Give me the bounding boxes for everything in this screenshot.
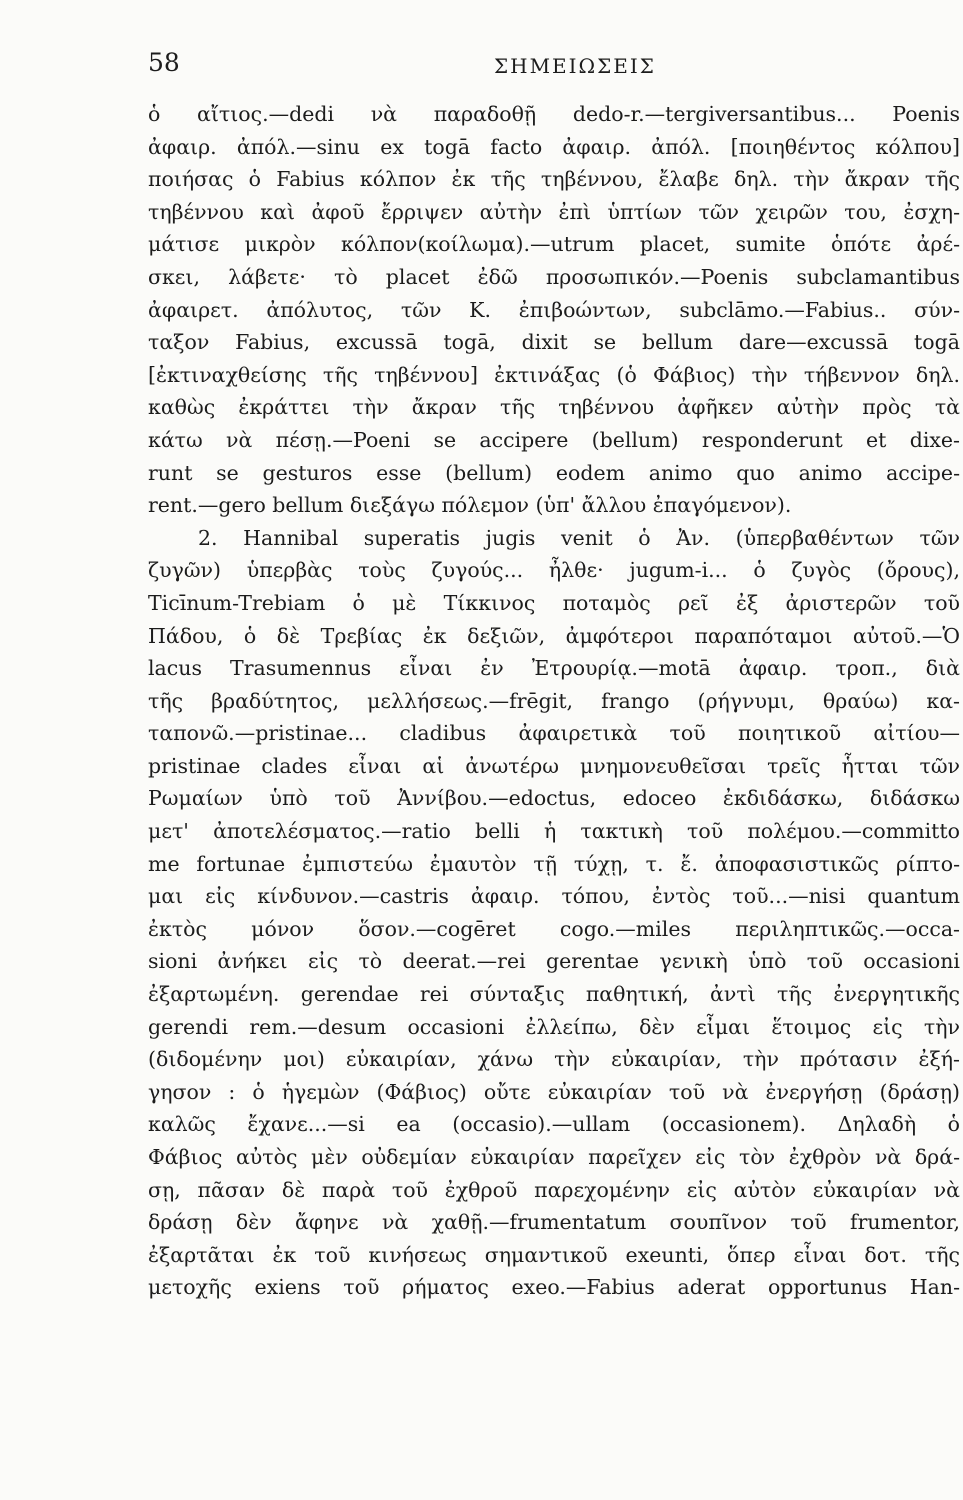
text-line: τηβέννου καὶ ἀφοῦ ἔρριψεν αὐτὴν ἐπὶ ὑπτίων τῶν χειρῶν του, ἐσχη- xyxy=(148,199,960,224)
text-line: ποιήσας ὁ Fabius κόλπον ἐκ τῆς τηβέννου, ἔλαβε δηλ. τὴν ἄκραν τῆς xyxy=(148,167,960,192)
text-line: Πάδου, ὁ δὲ Τρεβίας ἐκ δεξιῶν, ἀμφότεροι παραπόταμοι αὐτοῦ.—Ὁ xyxy=(148,623,960,648)
text-line: δράσῃ δὲν ἄφηνε νὰ χαθῇ.—frumentatum σουπῖνον τοῦ frumentor, xyxy=(148,1210,960,1235)
text-line: rent.—gero bellum διεξάγω πόλεμον (ὑπ' ἄλλου ἐπαγόμενον). xyxy=(148,493,792,518)
text-line: μετ' ἀποτελέσματος.—ratio belli ἡ τακτικὴ τοῦ πολέμου.—committo xyxy=(148,819,960,844)
text-line: ταξον Fabius, excussā togā, dixit se bellum dare—excussā togā xyxy=(148,330,960,355)
text-line: pristinae clades εἶναι αἱ ἀνωτέρω μνημονευθεῖσαι τρεῖς ἧτται τῶν xyxy=(148,753,960,778)
text-line: (διδομένην μοι) εὐκαιρίαν, χάνω τὴν εὐκαιρίαν, τὴν πρότασιν ἐξή- xyxy=(148,1047,960,1072)
text-line: κάτω νὰ πέσῃ.—Poeni se accipere (bellum) responderunt et dixe- xyxy=(148,427,960,452)
text-line: Φάβιος αὐτὸς μὲν οὐδεμίαν εὐκαιρίαν παρεῖχεν εἰς τὸν ἐχθρὸν νὰ δρά- xyxy=(148,1145,960,1169)
text-line: me fortunae ἐμπιστεύω ἐμαυτὸν τῇ τύχῃ, τ. ἔ. ἀποφασιστικῶς ρίπτο- xyxy=(148,851,960,876)
text-line: ἀφαιρετ. ἀπόλυτος, τῶν Κ. ἐπιβοώντων, subclāmo.—Fabius.. σύν- xyxy=(148,297,960,322)
text-line: τῆς βραδύτητος, μελλήσεως.—frēgit, frango (ρήγνυμι, θραύω) κα- xyxy=(148,688,960,713)
body-text xyxy=(148,98,960,1304)
text-line: ἀφαιρ. ἀπόλ.—sinu ex togā facto ἀφαιρ. ἀπόλ. [ποιηθέντος κόλπου] xyxy=(148,134,960,159)
text-line: [ἐκτιναχθείσης τῆς τηβέννου] ἐκτινάξας (ὁ Φάβιος) τὴν τήβεννον δηλ. xyxy=(148,362,960,387)
text-line: μετοχῆς exiens τοῦ ρήματος exeo.—Fabius aderat opportunus Han- xyxy=(148,1275,960,1300)
text-line: σκει, λάβετε· τὸ placet ἐδῶ προσωπικόν.—Poenis subclamantibus xyxy=(148,264,960,289)
page-number: 58 xyxy=(148,48,180,77)
text-line: runt se gesturos esse (bellum) eodem animo quo animo accipe- xyxy=(148,460,960,485)
text-line: ἐκτὸς μόνον ὅσον.—cogēret cogo.—miles περιληπτικῶς.—occa- xyxy=(148,916,960,941)
page-header xyxy=(148,44,963,84)
text-line: gerendi rem.—desum occasioni ἐλλείπω, δὲν εἶμαι ἕτοιμος εἰς τὴν xyxy=(148,1014,960,1039)
text-line: ταπονῶ.—pristinae... cladibus ἀφαιρετικὰ τοῦ ποιητικοῦ αἰτίου— xyxy=(148,721,960,746)
text-line: ὁ αἴτιος.—dedi νὰ παραδοθῇ dedo-r.—tergiversantibus... Poenis xyxy=(148,102,960,126)
text-line: ἐξαρτωμένη. gerendae rei σύνταξις παθητική, ἀντὶ τῆς ἐνεργητικῆς xyxy=(148,982,960,1007)
text-line: καλῶς ἔχανε...—si ea (occasio).—ullam (occasionem). Δηλαδὴ ὁ xyxy=(148,1112,960,1137)
text-line: Ρωμαίων ὑπὸ τοῦ Ἀννίβου.—edoctus, edoceo ἐκδιδάσκω, διδάσκω xyxy=(148,786,960,811)
text-line: μάτισε μικρὸν κόλπον(κοίλωμα).—utrum placet, sumite ὁπότε ἀρέ- xyxy=(148,232,960,257)
text-line: γησον : ὁ ἡγεμὼν (Φάβιος) οὔτε εὐκαιρίαν τοῦ νὰ ἐνεργήσῃ (δράσῃ) xyxy=(148,1079,960,1104)
text-line: μαι εἰς κίνδυνον.—castris ἀφαιρ. τόπου, ἐντὸς τοῦ...—nisi quantum xyxy=(148,884,960,909)
text-line: lacus Trasumennus εἶναι ἐν Ἐτρουρίᾳ.—motā ἀφαιρ. τροπ., διὰ xyxy=(148,656,960,681)
text-line: ζυγῶν) ὑπερβὰς τοὺς ζυγούς... ἦλθε· jugum-i... ὁ ζυγὸς (ὄρους), xyxy=(148,558,960,583)
running-title: ΣΗΜΕΙΩΣΕΙΣ xyxy=(494,54,656,78)
text-line: σῃ, πᾶσαν δὲ παρὰ τοῦ ἐχθροῦ παρεχομένην εἰς αὐτὸν εὐκαιρίαν νὰ xyxy=(148,1177,960,1202)
text-line: Ticīnum-Trebiam ὁ μὲ Τίκκινος ποταμὸς ρεῖ ἐξ ἀριστερῶν τοῦ xyxy=(148,590,960,615)
paragraph-start-line: 2. Hannibal superatis jugis venit ὁ Ἀν. (ὑπερβαθέντων τῶν xyxy=(198,525,960,550)
text-line: sioni ἀνήκει εἰς τὸ deerat.—rei gerentae γενικὴ ὑπὸ τοῦ occasioni xyxy=(148,949,960,974)
text-line: ἐξαρτᾶται ἐκ τοῦ κινήσεως σημαντικοῦ exeunti, ὅπερ εἶναι δοτ. τῆς xyxy=(148,1242,960,1267)
text-line: καθὼς ἐκράττει τὴν ἄκραν τῆς τηβέννου ἀφῆκεν αὐτὴν πρὸς τὰ xyxy=(148,395,960,420)
